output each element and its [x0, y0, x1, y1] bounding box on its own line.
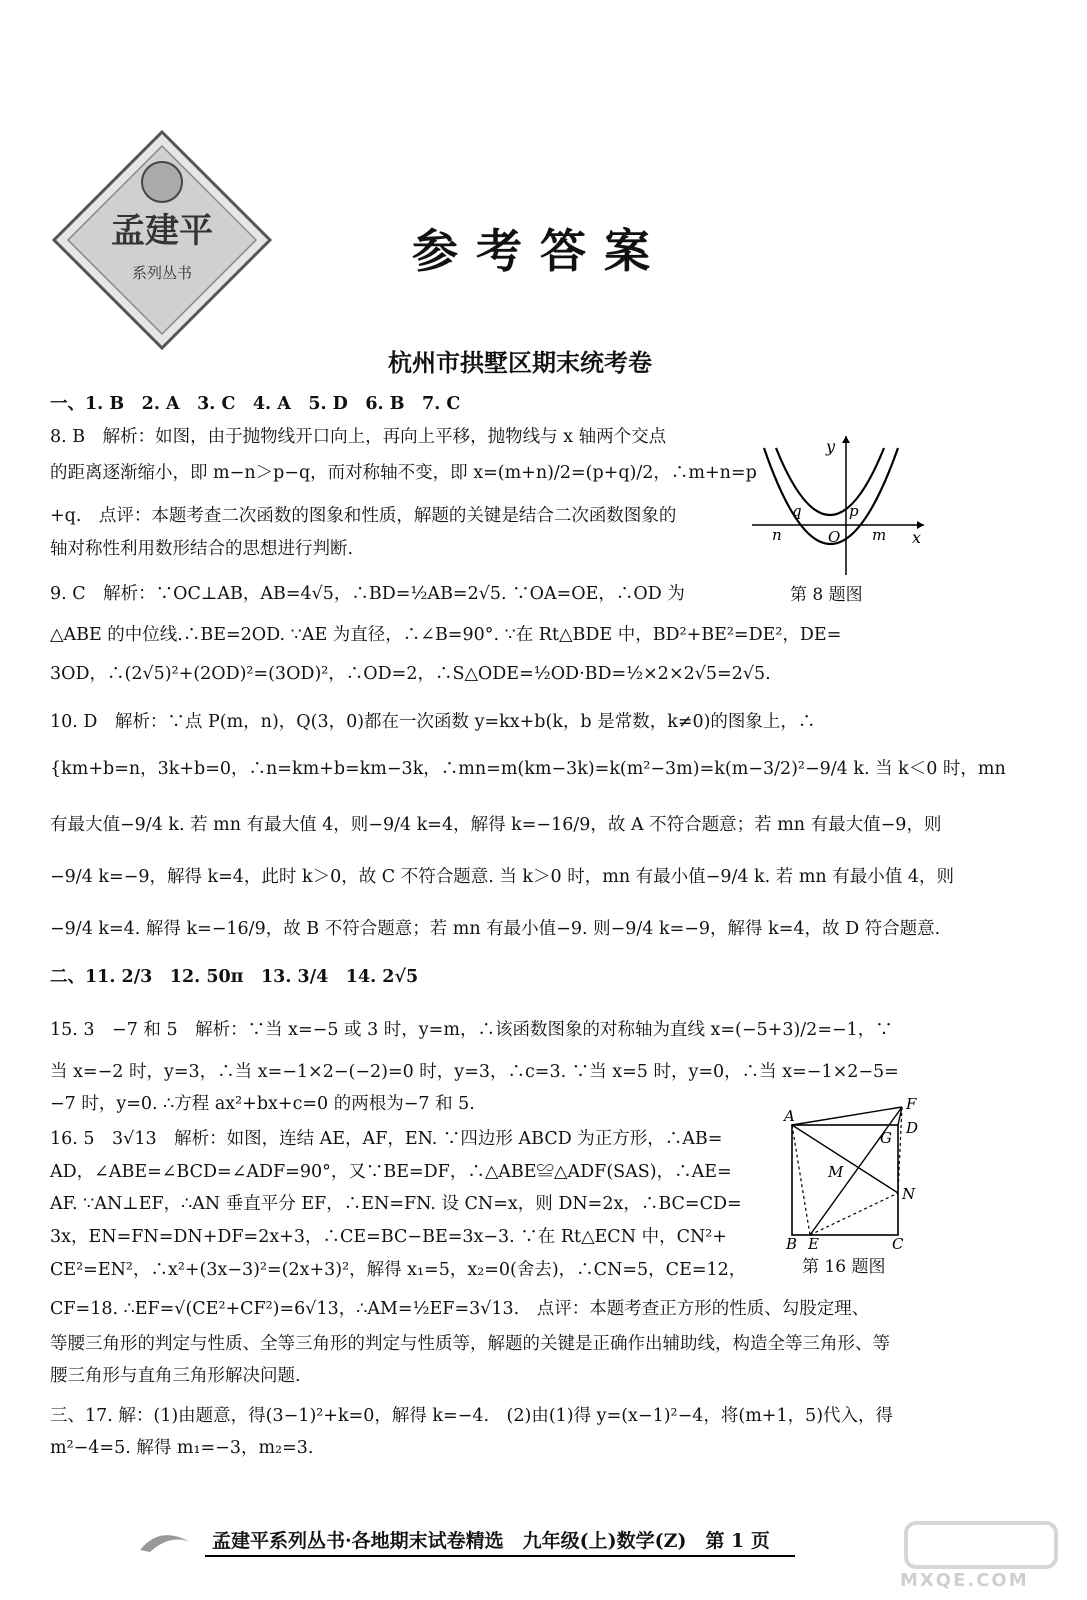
answers-line-25: 腰三角形与直角三角形解决问题. — [50, 1366, 301, 1386]
fig8-label-q: q — [792, 502, 802, 520]
answers-line-1: 一、1. B 2. A 3. C 4. A 5. D 6. B 7. C — [50, 394, 461, 414]
fig8-label-x: x — [912, 528, 922, 547]
publisher-logo — [52, 130, 272, 350]
fig8-label-n: n — [772, 526, 782, 544]
answers-line-23: CF=18. ∴EF=√(CE²+CF²)=6√13，∴AM=½EF=3√13. 点评：本题考查正方形的性质、勾股定理、 — [50, 1299, 870, 1319]
fig16-label-m: M — [828, 1163, 844, 1181]
logo-title: 孟建平 — [111, 211, 213, 251]
watermark-text: MXQE.COM — [900, 1570, 1029, 1591]
fig8-label-p: p — [849, 502, 859, 520]
answers-line-17: −7 时，y=0. ∴方程 ax²+bx+c=0 的两根为−7 和 5. — [50, 1094, 475, 1114]
answers-line-27: m²−4=5. 解得 m₁=−3，m₂=3. — [50, 1438, 314, 1458]
answers-line-3: 的距离逐渐缩小，即 m−n＞p−q，而对称轴不变，即 x=(m+n)/2=(p+q)/2，∴m+n=p — [50, 463, 757, 483]
logo-subtitle: 系列丛书 — [131, 264, 193, 282]
answers-line-18: 16. 5 3√13 解析：如图，连结 AE，AF，EN. ∵四边形 ABCD 为正方形，∴AB= — [50, 1129, 723, 1149]
answers-line-16: 当 x=−2 时，y=3，∴当 x=−1×2−(−2)=0 时，y=3，∴c=3. ∵当 x=5 时，y=0，∴当 x=−1×2−5= — [50, 1062, 899, 1082]
answers-line-2: 8. B 解析：如图，由于抛物线开口向上，再向上平移，抛物线与 x 轴两个交点 — [50, 427, 667, 447]
fig16-label-c: C — [892, 1235, 904, 1253]
footer-text: 孟建平系列丛书·各地期末试卷精选 九年级(上)数学(Z) 第 1 页 — [212, 1530, 770, 1552]
fig16-label-a: A — [784, 1107, 795, 1125]
fig16-label-d: D — [906, 1119, 919, 1137]
fig16-label-e: E — [808, 1235, 819, 1253]
fig8-label-y: y — [826, 437, 836, 456]
fig16-label-g: G — [880, 1129, 892, 1147]
answers-line-13: −9/4 k=4. 解得 k=−16/9，故 B 不符合题意；若 mn 有最小值−9. 则−9/4 k=−9，解得 k=4，故 D 符合题意. — [50, 919, 941, 939]
answers-line-21: 3x，EN=FN=DN+DF=2x+3，∴CE=BC−BE=3x−3. ∵在 Rt△ECN 中，CN²+ — [50, 1227, 727, 1247]
fig8-label-m: m — [872, 526, 887, 544]
answers-line-5: 轴对称性利用数形结合的思想进行判断. — [50, 539, 354, 559]
answers-line-7: △ABE 的中位线.∴BE=2OD. ∵AE 为直径，∴∠B=90°. ∵在 Rt△BDE 中，BD²+BE²=DE²，DE= — [50, 625, 842, 645]
answers-line-22: CE²=EN²，∴x²+(3x−3)²=(2x+3)²，解得 x₁=5，x₂=0(舍去)，∴CN=5，CE=12， — [50, 1260, 747, 1280]
page-title: 参考答案 — [412, 224, 668, 278]
answers-line-19: AD，∠ABE=∠BCD=∠ADF=90°，又∵BE=DF，∴△ABE≌△ADF(SAS)，∴AE= — [50, 1162, 732, 1182]
answers-line-10: {km+b=n，3k+b=0，∴n=km+b=km−3k，∴mn=m(km−3k)=k(m²−3m)=k(m−3/2)²−9/4 k. 当 k＜0 时，mn — [50, 759, 1006, 779]
answers-line-15: 15. 3 −7 和 5 解析：∵当 x=−5 或 3 时，y=m，∴该函数图象的对称轴为直线 x=(−5+3)/2=−1，∵ — [50, 1020, 893, 1040]
figure-8-caption: 第 8 题图 — [790, 585, 863, 605]
fig16-label-b: B — [786, 1235, 798, 1253]
answers-line-9: 10. D 解析：∵点 P(m，n)，Q(3，0)都在一次函数 y=kx+b(k，b 是常数，k≠0)的图象上，∴ — [50, 712, 816, 732]
answers-line-4: +q. 点评：本题考查二次函数的图象和性质，解题的关键是结合二次函数图象的 — [50, 506, 677, 526]
fig16-label-n: N — [902, 1185, 916, 1203]
figure-8-parabolas — [742, 430, 932, 580]
answers-line-20: AF. ∵AN⊥EF，∴AN 垂直平分 EF，∴EN=FN. 设 CN=x，则 DN=2x，∴BC=CD= — [50, 1194, 742, 1214]
answers-line-11: 有最大值−9/4 k. 若 mn 有最大值 4，则−9/4 k=4，解得 k=−16/9，故 A 不符合题意；若 mn 有最大值−9，则 — [50, 815, 942, 835]
fig8-label-o: O — [828, 528, 841, 546]
exam-subtitle: 杭州市拱墅区期末统考卷 — [388, 348, 652, 377]
figure-16-caption: 第 16 题图 — [802, 1257, 886, 1277]
answers-line-24: 等腰三角形的判定与性质、全等三角形的判定与性质等，解题的关键是正确作出辅助线，构造全等三角形、等 — [50, 1334, 890, 1354]
answers-line-8: 3OD，∴(2√5)²+(2OD)²=(3OD)²，∴OD=2，∴S△ODE=½OD·BD=½×2×2√5=2√5. — [50, 664, 771, 684]
fig16-label-f: F — [906, 1095, 917, 1113]
figure-16-square — [780, 1095, 930, 1255]
answers-line-6: 9. C 解析：∵OC⊥AB，AB=4√5，∴BD=½AB=2√5. ∵OA=OE，∴OD 为 — [50, 584, 685, 604]
answers-line-14: 二、11. 2/3 12. 50π 13. 3/4 14. 2√5 — [50, 967, 419, 987]
answers-line-26: 三、17. 解：(1)由题意，得(3−1)²+k=0，解得 k=−4. (2)由(1)得 y=(x−1)²−4，将(m+1，5)代入，得 — [50, 1406, 894, 1426]
answers-line-12: −9/4 k=−9，解得 k=4，此时 k＞0，故 C 不符合题意. 当 k＞0 时，mn 有最小值−9/4 k. 若 mn 有最小值 4，则 — [50, 867, 954, 887]
